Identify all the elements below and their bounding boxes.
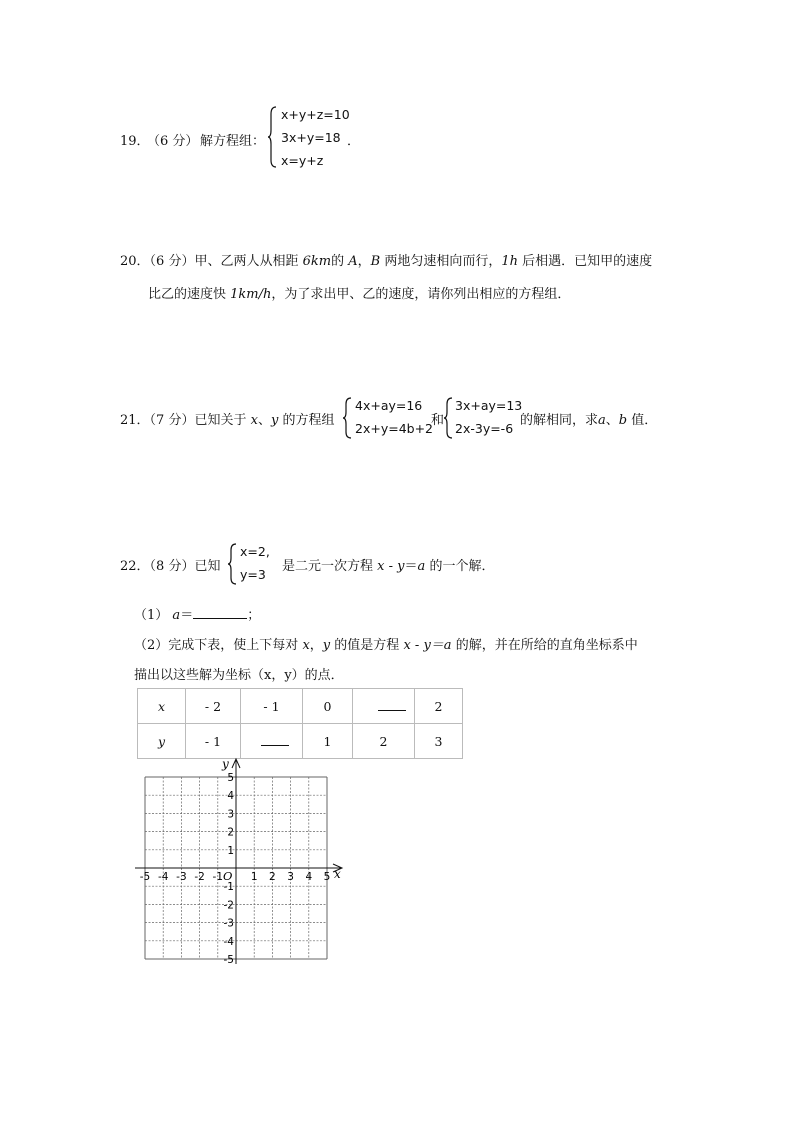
table-cell: 1 (303, 724, 353, 759)
q22-text: 的一个解． (429, 559, 495, 574)
y-axis-label: y (222, 757, 229, 771)
q21-var-y: y (270, 413, 279, 428)
table-cell: x (138, 689, 186, 724)
q22-part2-label: （2） (134, 638, 169, 653)
q20-text: 甲、乙两人从相距 (194, 254, 299, 269)
left-brace-icon (444, 397, 454, 439)
x-tick-label: 5 (323, 871, 331, 883)
coordinate-grid (130, 757, 350, 967)
q21-text: 值． (631, 413, 658, 428)
q21-number: 21． (120, 413, 150, 428)
y-tick-label: 2 (227, 826, 234, 839)
q22-var-x: x (302, 638, 310, 653)
left-brace-icon (268, 106, 278, 168)
q19-eq2: 3x+y=18 (281, 130, 341, 145)
q21-var-x: x (250, 413, 258, 428)
q22-part1-label: （1） (134, 608, 169, 623)
q20-text: 的 (331, 254, 345, 269)
answer-blank[interactable] (378, 698, 406, 711)
q21-var-b: b (618, 413, 628, 428)
q21-text: 已知关于 (194, 413, 247, 428)
q22-equation: x - y＝a (403, 638, 452, 653)
q21-sys1-eq2: 2x+y=4b+2 (355, 421, 434, 436)
q19-eq3: x=y+z (281, 153, 324, 168)
q19-prompt: 解方程组： (200, 134, 266, 149)
x-tick-label: 1 (250, 871, 258, 883)
q21-sys1-eq1: 4x+ay=16 (355, 398, 423, 413)
y-tick-label: 3 (227, 808, 234, 821)
q20-point-b: B (370, 254, 381, 269)
answer-blank[interactable] (261, 733, 289, 746)
q22-text: ＝ (404, 559, 418, 574)
q20-score: （6 分） (149, 254, 195, 269)
q22-lead (120, 555, 220, 574)
x-axis-label: x (334, 867, 341, 881)
table-row (138, 724, 463, 759)
x-tick-label: -3 (176, 871, 187, 883)
q20-text: 后相遇．已知甲的速度 (522, 254, 653, 269)
q22-part2-line2: 描出以这些解为坐标（x，y）的点． (134, 668, 344, 683)
q22-part2-line1 (134, 634, 638, 653)
q21-var-a: a (598, 413, 606, 428)
q22-eq2: y=3 (240, 567, 266, 582)
q22-text: 已知 (194, 559, 221, 574)
table-cell: - 1 (186, 724, 241, 759)
q22-text: 完成下表，使上下每对 (168, 638, 299, 653)
q20-point-a: A (348, 254, 358, 269)
y-tick-label: 5 (227, 772, 234, 784)
q21-sys2-eq2: 2x-3y=-6 (455, 421, 514, 436)
q21-sys2-eq1: 3x+ay=13 (455, 398, 523, 413)
q22-text: 是二元一次方程 (282, 559, 374, 574)
q22-var-a: a (417, 559, 426, 574)
solution-table (137, 688, 463, 759)
x-tick-label: 3 (287, 871, 294, 883)
q21-text: 的解相同，求 (520, 413, 599, 428)
q19-eq1: x+y+z=10 (281, 107, 350, 122)
q20-line1 (120, 250, 652, 269)
q22-var-y: y (322, 638, 331, 653)
q22-text: 的值是方程 (334, 638, 400, 653)
x-tick-label: 4 (305, 871, 313, 883)
q19-number: 19． (120, 134, 150, 149)
x-tick-label: 2 (269, 871, 276, 883)
x-tick-label: -2 (194, 871, 205, 883)
y-tick-label: -4 (223, 935, 234, 948)
q20-text: 比乙的速度快 (148, 287, 227, 302)
q21-text: 、 (257, 413, 271, 428)
q22-text: ＝ (180, 608, 194, 623)
table-row (138, 689, 463, 724)
q21-score: （7 分） (149, 413, 195, 428)
table-cell-blank[interactable] (353, 689, 415, 724)
x-tick-label: -5 (139, 871, 151, 883)
q22-text: - (384, 559, 398, 574)
q20-speed: 1km/h (230, 287, 272, 302)
axes (135, 759, 342, 964)
table-cell: 2 (415, 689, 463, 724)
q21-and: 和 (431, 413, 445, 428)
q22-part1 (134, 604, 260, 623)
tick-labels (140, 772, 331, 966)
table-cell: 0 (303, 689, 353, 724)
y-tick-label: 4 (227, 790, 234, 803)
x-tick-label: -4 (157, 871, 169, 883)
q20-text: ，为了求出甲、乙的速度，请你列出相应的方程组． (271, 287, 571, 302)
left-brace-icon (228, 543, 238, 585)
q22-lead-tail (282, 555, 494, 574)
q22-var-a: a (172, 608, 181, 623)
y-tick-label: 1 (227, 844, 234, 857)
q22-var-y: y (397, 559, 405, 574)
table-cell-blank[interactable] (241, 724, 303, 759)
q21-tail (520, 409, 657, 428)
q21-text: 、 (605, 413, 619, 428)
q22-score: （8 分） (149, 559, 195, 574)
q22-text: ； (247, 608, 261, 623)
q22-var-x: x (377, 559, 385, 574)
q20-text: ， (357, 254, 371, 269)
q21-lead (120, 409, 334, 428)
y-tick-label: -5 (223, 954, 234, 966)
q22-text: 的解，并在所给的直角坐标系中 (455, 638, 638, 653)
origin-label: O (223, 869, 233, 883)
q20-number: 20． (120, 254, 150, 269)
table-cell: 3 (415, 724, 463, 759)
y-tick-label: -1 (223, 881, 234, 894)
q19-score: （6 分） (147, 134, 199, 149)
q22-eq1: x=2, (240, 544, 270, 559)
q19-period: ． (347, 134, 361, 149)
q20-time: 1h (501, 254, 519, 269)
table-cell: 2 (353, 724, 415, 759)
x-tick-label: -1 (212, 871, 224, 883)
q20-line2 (148, 283, 570, 302)
answer-blank[interactable] (193, 606, 247, 619)
left-brace-icon (343, 397, 353, 439)
q21-text: 的方程组 (282, 413, 335, 428)
table-cell: - 1 (241, 689, 303, 724)
y-tick-label: -3 (223, 917, 234, 930)
q20-text: 两地匀速相向而行， (384, 254, 502, 269)
y-tick-label: -2 (223, 899, 234, 912)
table-cell: - 2 (186, 689, 241, 724)
table-cell: y (138, 724, 186, 759)
q20-distance: 6km (302, 254, 332, 269)
q22-text: ， (309, 638, 323, 653)
q22-number: 22． (120, 559, 150, 574)
